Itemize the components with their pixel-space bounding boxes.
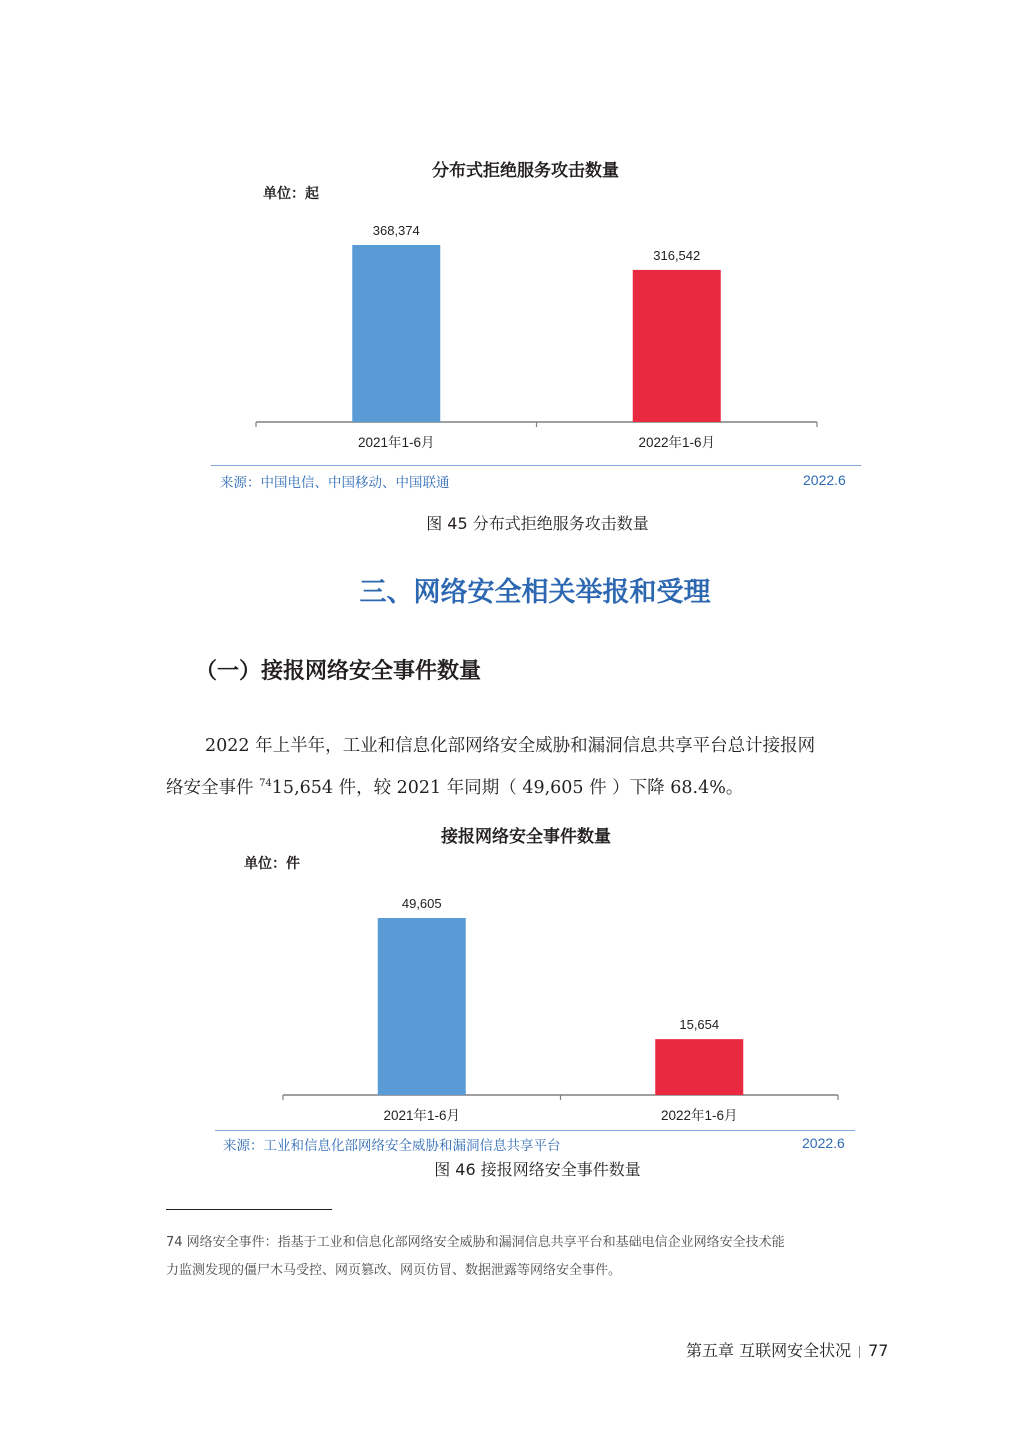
chart1-unit-label: 单位：起 xyxy=(263,186,319,202)
chart2-bar-1 xyxy=(655,1039,743,1095)
chart1-bar-0 xyxy=(352,245,440,422)
chart2-category-label-1: 2022年1-6月 xyxy=(660,1108,738,1123)
paragraph-line-2-rest: 15,654 件，较 2021 年同期（ 49,605 件 ）下降 68.4%。 xyxy=(271,777,744,798)
chart1-data-label-0: 368,374 xyxy=(372,223,420,238)
paragraph-line-2 xyxy=(166,779,743,797)
chart1-title: 分布式拒绝服务攻击数量 xyxy=(432,161,619,181)
paragraph-line-1: 2022 年上半年，工业和信息化部网络安全威胁和漏洞信息共享平台总计接报网 xyxy=(205,736,816,756)
chart2-source: 来源：工业和信息化部网络安全威胁和漏洞信息共享平台 xyxy=(223,1138,561,1154)
chart2-plot xyxy=(275,878,855,1128)
chart2-category-label-0: 2021年1-6月 xyxy=(383,1108,461,1123)
section-title: 三、网络安全相关举报和受理 xyxy=(359,577,711,608)
chart1-category-label-1: 2022年1-6月 xyxy=(638,435,716,450)
paragraph-line-2-text: 络安全事件 xyxy=(166,777,260,798)
footnote-line-1: 74 网络安全事件：指基于工业和信息化部网络安全威胁和漏洞信息共享平台和基础电信企业网络安全技术能 xyxy=(166,1235,785,1250)
chart1-category-label-0: 2021年1-6月 xyxy=(357,435,435,450)
chart1-bar-1 xyxy=(633,270,721,422)
footnote-rule xyxy=(166,1209,332,1210)
page-number: 77 xyxy=(868,1341,889,1360)
chart2-source-rule xyxy=(215,1130,855,1131)
chart1-date: 2022.6 xyxy=(803,472,846,488)
chart2-unit-label: 单位：件 xyxy=(244,856,300,872)
figure-45-caption: 图 45 分布式拒绝服务攻击数量 xyxy=(426,514,649,533)
chart2-title: 接报网络安全事件数量 xyxy=(441,827,611,847)
chart1-source: 来源：中国电信、中国移动、中国联通 xyxy=(220,475,450,491)
subsection-title: （一）接报网络安全事件数量 xyxy=(195,659,482,684)
chapter-label: 第五章 互联网安全状况 xyxy=(686,1341,852,1360)
chart2-date: 2022.6 xyxy=(802,1135,845,1151)
page-footer xyxy=(686,1338,888,1361)
footer-separator xyxy=(859,1346,860,1358)
chart1-data-label-1: 316,542 xyxy=(653,247,701,263)
chart1-source-rule xyxy=(211,465,861,466)
chart1-plot xyxy=(250,200,830,460)
chart2-data-label-1: 15,654 xyxy=(679,1017,720,1033)
footnote-line-2: 力监测发现的僵尸木马受控、网页篡改、网页仿冒、数据泄露等网络安全事件。 xyxy=(166,1263,622,1278)
chart2-data-label-0: 49,605 xyxy=(401,896,442,911)
chart2-bar-0 xyxy=(378,918,466,1095)
footnote-ref-74[interactable]: 74 xyxy=(259,778,272,789)
figure-46-caption: 图 46 接报网络安全事件数量 xyxy=(434,1160,641,1179)
